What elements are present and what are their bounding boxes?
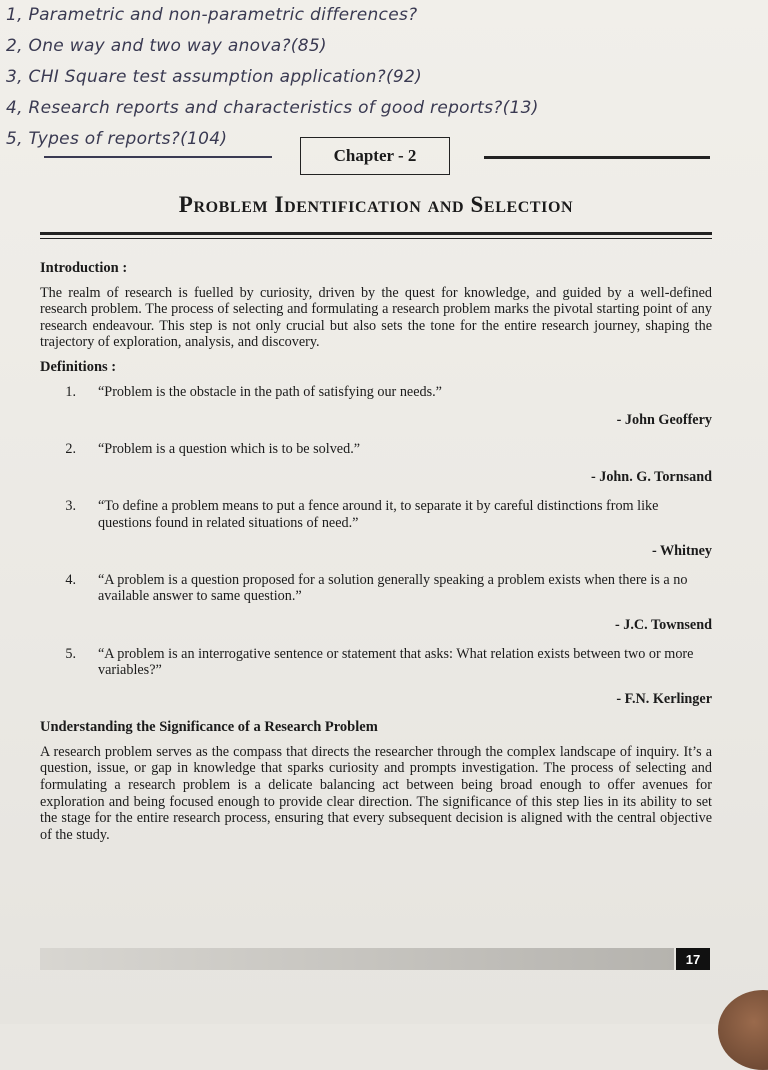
- definition-number: 4.: [65, 571, 76, 588]
- definition-item: [40, 384, 712, 401]
- definition-number: 5.: [65, 645, 76, 662]
- chapter-rule: [484, 156, 710, 159]
- definition-author: - J.C. Townsend: [615, 616, 712, 633]
- title-rule: [40, 232, 712, 235]
- definition-text: “To define a problem means to put a fence around it, to separate it by careful distinctions from like questions found in related situations of need.”: [98, 497, 659, 531]
- definitions-heading: Definitions :: [40, 358, 117, 375]
- title-rule: [40, 238, 712, 239]
- handwritten-underline: [44, 156, 272, 158]
- introduction-paragraph: The realm of research is fuelled by curiosity, driven by the quest for knowledge, and guided by a well-defined research problem. The process of selecting and formulating a research problem marks the pivotal starting point of any research endeavour. This step is not only crucial but also sets the tone for the entire research journey, shaping the trajectory of exploration, analysis, and discovery.: [40, 284, 712, 351]
- definition-number: 2.: [65, 440, 76, 457]
- definition-text: “Problem is the obstacle in the path of satisfying our needs.”: [98, 383, 442, 400]
- definition-text: “A problem is a question proposed for a solution generally speaking a problem exists when there is a no available answer to same question.”: [98, 571, 688, 605]
- definition-number: 3.: [65, 497, 76, 514]
- significance-heading: Understanding the Significance of a Research Problem: [40, 719, 378, 736]
- handwritten-note: 3, CHI Square test assumption application?(92): [6, 67, 423, 87]
- thumb-photo: [718, 990, 768, 1070]
- definition-text: “Problem is a question which is to be solved.”: [98, 440, 361, 457]
- definition-item: [40, 498, 712, 531]
- definition-item: [40, 572, 712, 605]
- definition-author: - Whitney: [651, 543, 712, 560]
- definition-text: “A problem is an interrogative sentence or statement that asks: What relation exists between two or more variables?”: [98, 645, 694, 679]
- significance-paragraph: A research problem serves as the compass that directs the researcher through the complex landscape of inquiry. It’s a question, issue, or gap in knowledge that sparks curiosity and prompts investigation. The process of selecting and formulating a research problem is a delicate balancing act between being broad enough to offer avenues for exploration and being focused enough to provide clear direction. The significance of this step lies in its ability to set the stage for the entire research process, ensuring that every subsequent decision is aligned with the central objective of the study.: [40, 743, 712, 843]
- chapter-label: Chapter - 2: [300, 137, 450, 175]
- handwritten-note: 1, Parametric and non-parametric differences?: [6, 5, 418, 25]
- definition-author: - John Geoffery: [616, 412, 712, 429]
- introduction-heading: Introduction :: [40, 260, 128, 276]
- page-title: Problem Identification and Selection: [178, 192, 574, 217]
- page-number: 17: [676, 948, 710, 970]
- definition-author: - John. G. Tornsand: [590, 469, 712, 486]
- definition-author: - F.N. Kerlinger: [616, 690, 712, 707]
- definition-item: [40, 646, 712, 679]
- definition-number: 1.: [65, 383, 76, 400]
- page-content: [40, 254, 712, 851]
- handwritten-note: 2, One way and two way anova?(85): [6, 36, 327, 56]
- handwritten-notes: [6, 0, 626, 155]
- handwritten-note: 5, Types of reports?(104): [6, 129, 228, 149]
- footer-bar: [40, 948, 674, 970]
- handwritten-note: 4, Research reports and characteristics of good reports?(13): [6, 98, 539, 118]
- definition-item: [40, 441, 712, 458]
